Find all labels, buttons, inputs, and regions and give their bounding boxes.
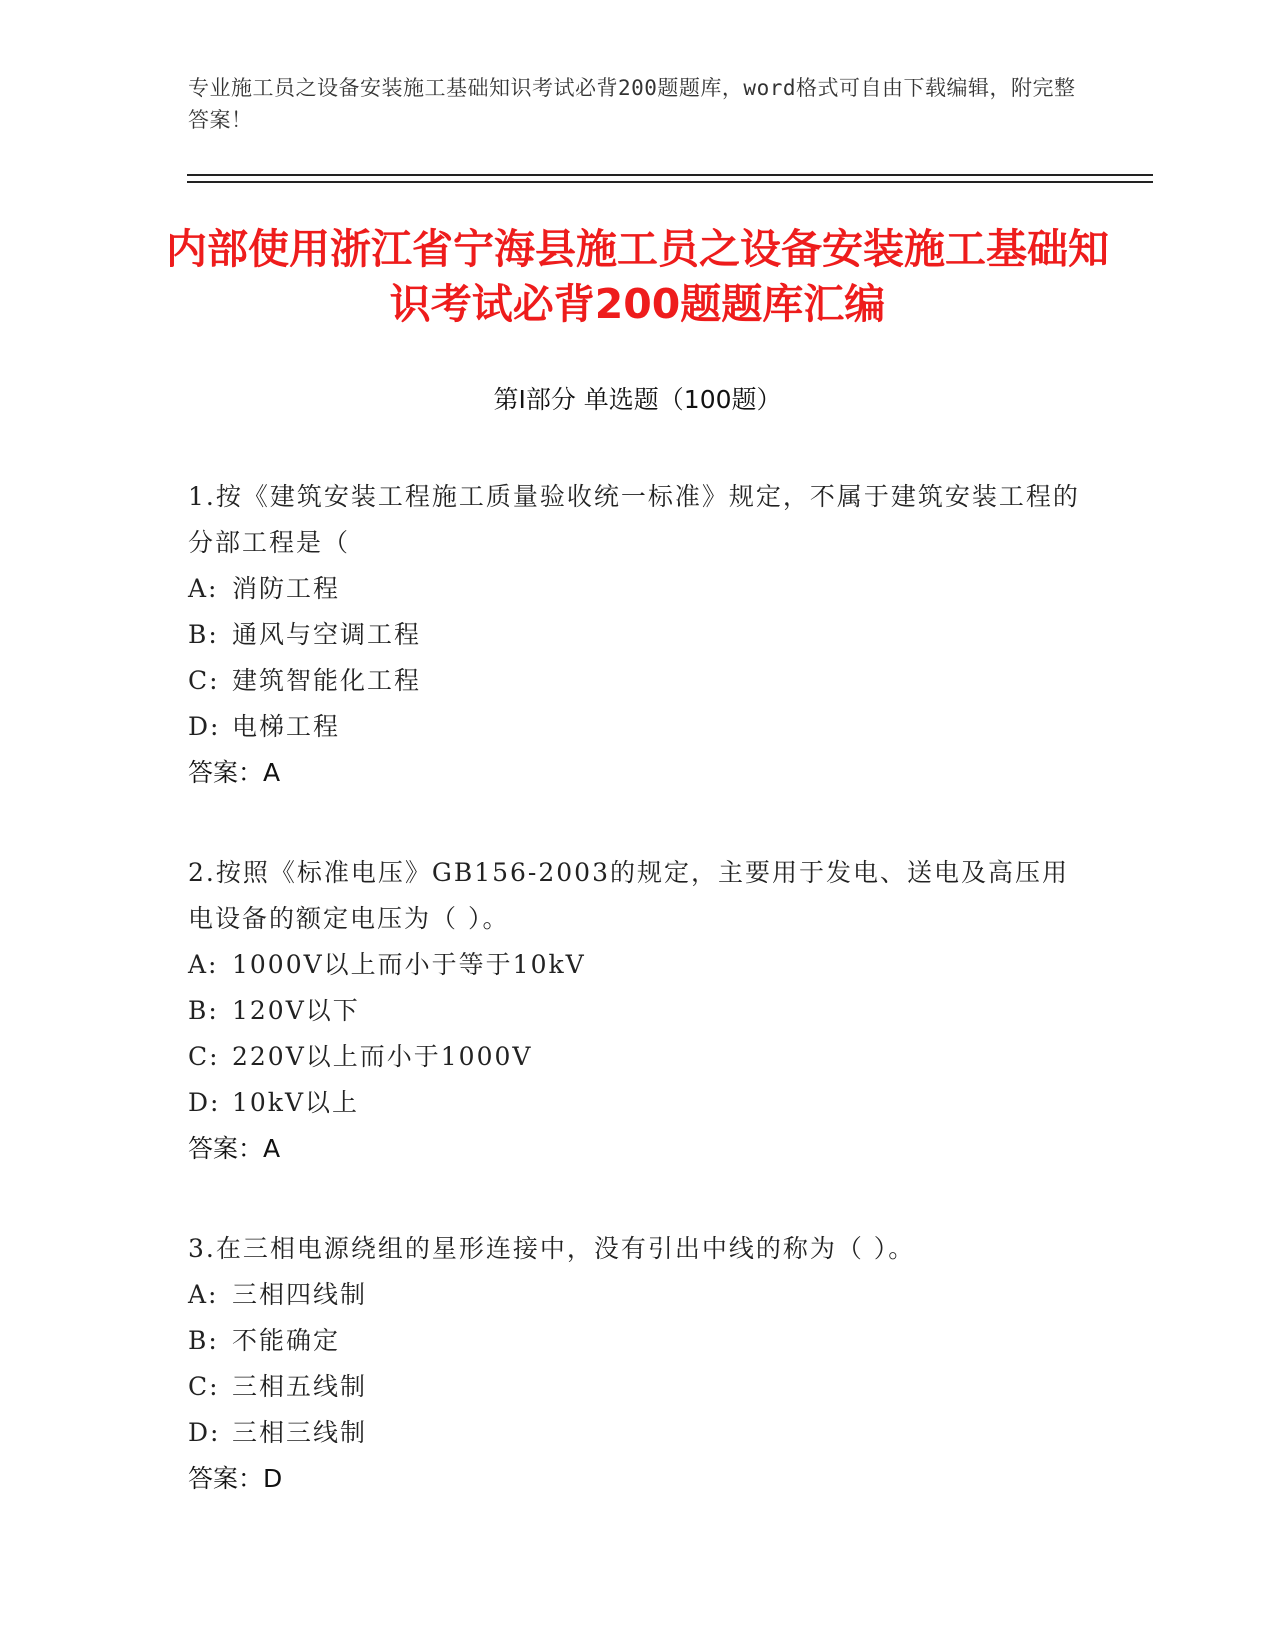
option-text: 三相五线制	[232, 1372, 368, 1401]
question-3	[188, 1226, 1088, 1502]
question-2	[188, 850, 1088, 1172]
option-key: D:	[188, 1418, 221, 1447]
question-1	[188, 474, 1088, 796]
header-divider-bottom	[187, 181, 1153, 183]
answer-line: 答案：D	[188, 1464, 283, 1493]
option-a	[188, 1272, 1088, 1318]
option-key: B:	[188, 620, 219, 649]
option-key: A:	[188, 574, 219, 603]
option-key: C:	[188, 1042, 220, 1071]
option-key: A:	[188, 1280, 219, 1309]
option-text: 消防工程	[232, 574, 341, 603]
header-divider-top	[187, 174, 1153, 176]
option-key: D:	[188, 712, 221, 741]
question-stem: 2.按照《标准电压》GB156-2003的规定，主要用于发电、送电及高压用电设备的额定电压为（ ）。	[188, 858, 1069, 933]
question-stem: 3.在三相电源绕组的星形连接中，没有引出中线的称为（ ）。	[188, 1234, 916, 1263]
option-a	[188, 942, 1088, 988]
option-key: B:	[188, 996, 219, 1025]
option-key: C:	[188, 1372, 220, 1401]
question-list	[188, 474, 1088, 1556]
option-d	[188, 704, 1088, 750]
header-note: 专业施工员之设备安装施工基础知识考试必背200题题库，word格式可自由下载编辑，附完整答案！	[188, 76, 1076, 132]
option-key: B:	[188, 1326, 219, 1355]
option-text: 建筑智能化工程	[232, 666, 422, 695]
option-key: C:	[188, 666, 220, 695]
option-text: 120V以下	[232, 996, 360, 1025]
option-text: 电梯工程	[232, 712, 341, 741]
option-c	[188, 658, 1088, 704]
option-c	[188, 1364, 1088, 1410]
section-title: 第Ⅰ部分 单选题（100题）	[493, 385, 782, 414]
option-a	[188, 566, 1088, 612]
option-d	[188, 1410, 1088, 1456]
document-title: 内部使用浙江省宁海县施工员之设备安装施工基础知识考试必背200题题库汇编	[166, 225, 1109, 328]
option-text: 三相四线制	[232, 1280, 368, 1309]
option-text: 10kV以上	[232, 1088, 360, 1117]
option-b	[188, 1318, 1088, 1364]
answer-line: 答案：A	[188, 1134, 281, 1163]
option-b	[188, 612, 1088, 658]
option-text: 三相三线制	[232, 1418, 368, 1447]
option-key: A:	[188, 950, 219, 979]
option-text: 不能确定	[232, 1326, 341, 1355]
option-text: 1000V以上而小于等于10kV	[232, 950, 586, 979]
option-d	[188, 1080, 1088, 1126]
option-text: 220V以上而小于1000V	[232, 1042, 533, 1071]
question-stem: 1.按《建筑安装工程施工质量验收统一标准》规定，不属于建筑安装工程的分部工程是（	[188, 482, 1080, 557]
option-text: 通风与空调工程	[232, 620, 422, 649]
option-key: D:	[188, 1088, 221, 1117]
option-b	[188, 988, 1088, 1034]
option-c	[188, 1034, 1088, 1080]
answer-line: 答案：A	[188, 758, 281, 787]
